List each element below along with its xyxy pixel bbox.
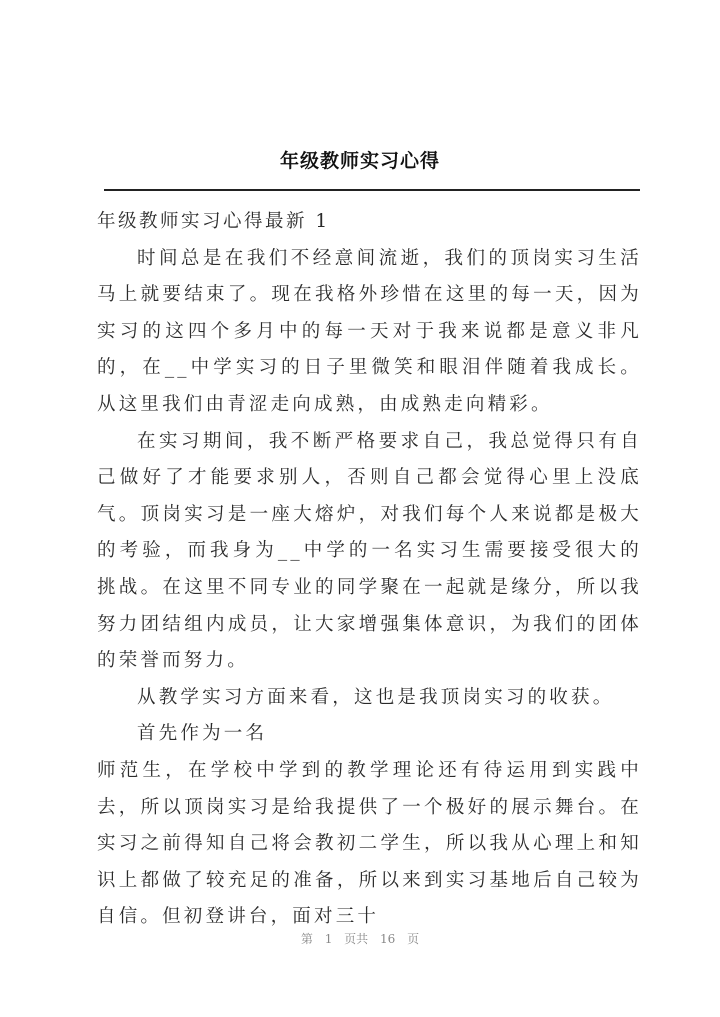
page-number-footer: 第 1 页共 16 页 [300,932,420,946]
paragraph: 时间总是在我们不经意间流逝，我们的顶岗实习生活马上就要结束了。现在我格外珍惜在这里的每一天，因为实习的这四个多月中的每一天对于我来说都是意义非凡的，在__中学实习的日子里微笑和眼泪伴随着我成长。从这里我们由青涩走向成熟，由成熟走向精彩。 [97,247,642,415]
document-body [97,204,642,936]
paragraph: 在实习期间，我不断严格要求自己，我总觉得只有自己做好了才能要求别人，否则自己都会觉得心里上没底气。顶岗实习是一座大熔炉，对我们每个人来说都是极大的考验，而我身为__中学的一名实习生需要接受很大的挑战。在这里不同专业的同学聚在一起就是缘分，所以我努力团结组内成员，让大家增强集体意识，为我们的团体的荣誉而努力。 [97,430,642,672]
paragraph: 师范生，在学校中学到的教学理论还有待运用到实践中去，所以顶岗实习是给我提供了一个极好的展示舞台。在实习之前得知自己将会教初二学生，所以我从心理上和知识上都做了较充足的准备，所以来到实习基地后自己较为自信。但初登讲台，面对三十 [97,759,642,928]
document-title: 年级教师实习心得 [279,150,440,172]
paragraph: 从教学实习方面来看，这也是我顶岗实习的收获。 [137,686,615,708]
section-heading: 年级教师实习心得最新 1 [97,211,330,232]
paragraph: 首先作为一名 [137,723,268,745]
title-divider [104,189,640,191]
